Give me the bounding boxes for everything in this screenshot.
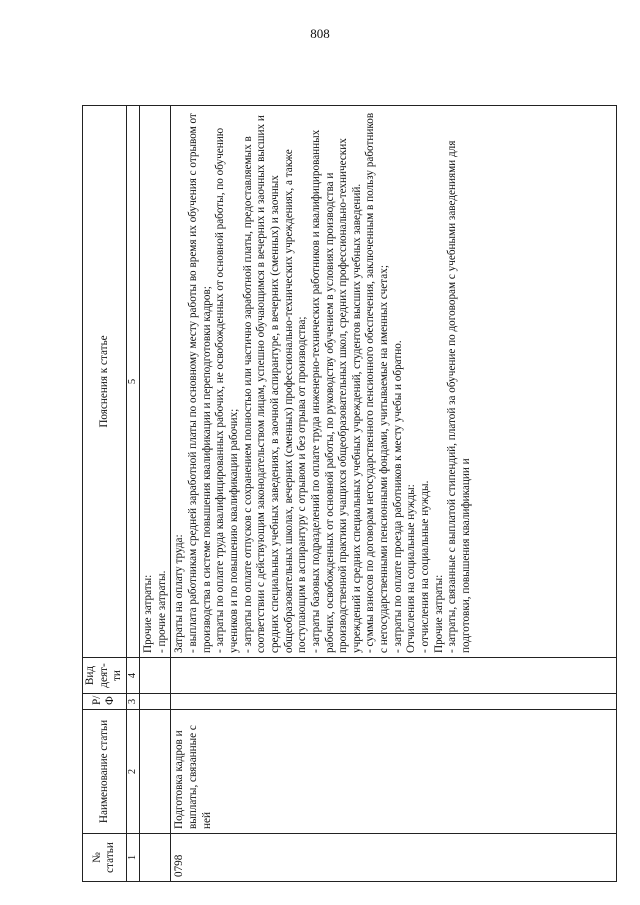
explanation-line: - отчисления на социальные нужды. (419, 480, 432, 653)
articles-table (82, 105, 617, 882)
rotated-table-wrapper (82, 105, 617, 882)
explanation-line: Прочие затраты: (432, 574, 445, 653)
article-activity (171, 658, 617, 694)
article-name (139, 710, 170, 834)
column-number: 4 (126, 658, 139, 694)
explanation-line: - суммы взносов по договорам негосударственного пенсионного обеспечения, заключенным в пользу работников с негосударственными пенсионными фондами, учитываемые на именных счетах; (364, 112, 391, 653)
explanation-line: - затраты по оплате проезда работников к месту учебы и обратно. (391, 340, 404, 653)
article-rf (171, 694, 617, 710)
article-explanation (139, 106, 170, 658)
explanation-line: - затраты базовых подразделений по оплате труда инженерно-технических работников и квалифицированных рабочих, освобожденных от основной работы, по руководству обучением в условиях производства и производственной практики учащихся общеобразовательных школ, средних профессионально-технических учреждений и средних специальных учебных учреждений, студентов высших учебных заведений. (309, 129, 363, 653)
header-explanation: Пояснения к статье (83, 106, 127, 658)
table-row (139, 106, 170, 882)
header-rf: Р/ Ф (83, 694, 127, 710)
header-article-number: № статьи (83, 834, 127, 882)
explanation-line: - затраты по оплате отпусков с сохранением полностью или частично заработной платы, предоставляемых в соответствии с действующим законодательством лицам, успешно обучающимся в вечерних и заочных высших и средних специальных учебных заведениях, в заочной аспирантуре, в вечерних (сменных) и заочных общеобразовательных школах, вечерних (сменных) профессионально-технических учреждениях, а также поступающим в аспирантуру с отрывом и без отрыва от производства; (241, 115, 309, 653)
page-number: 808 (310, 26, 330, 41)
explanation-line: - затраты по оплате труда квалифицированных рабочих, не освобожденных от основной работы, по обучению учеников и по повышению квалификации рабочих; (214, 127, 240, 653)
table-header-row (83, 106, 127, 882)
article-code: 0798 (171, 834, 617, 882)
column-number: 2 (126, 710, 139, 834)
explanation-line: Отчисления на социальные нужды: (405, 484, 418, 653)
explanation-line: Затраты на оплату труда: (173, 534, 186, 653)
header-activity-type: Вид деят-ти (83, 658, 127, 694)
article-activity (139, 658, 170, 694)
article-code (139, 834, 170, 882)
column-number: 1 (126, 834, 139, 882)
header-article-name: Наименование статьи (83, 710, 127, 834)
explanation-line: - выплата работникам средней заработной платы по основному месту работы во время их обучения с отрывом от производства в системе повышения квалификации и переподготовки кадров; (186, 113, 213, 653)
column-number-row (126, 106, 139, 882)
article-name: Подготовка кадров и выплаты, связанные с ней (171, 710, 617, 834)
article-explanation (171, 106, 617, 658)
column-number: 5 (126, 106, 139, 658)
column-number: 3 (126, 694, 139, 710)
explanation-line: - прочие затраты. (155, 570, 168, 653)
article-rf (139, 694, 170, 710)
explanation-line: - затраты, связанные с выплатой стипендий, платой за обучение по договорам с учебными заведениями для подготовки, повышения квалификации и (446, 140, 473, 653)
explanation-line: Прочие затраты: (141, 574, 154, 653)
table-row (171, 106, 617, 882)
